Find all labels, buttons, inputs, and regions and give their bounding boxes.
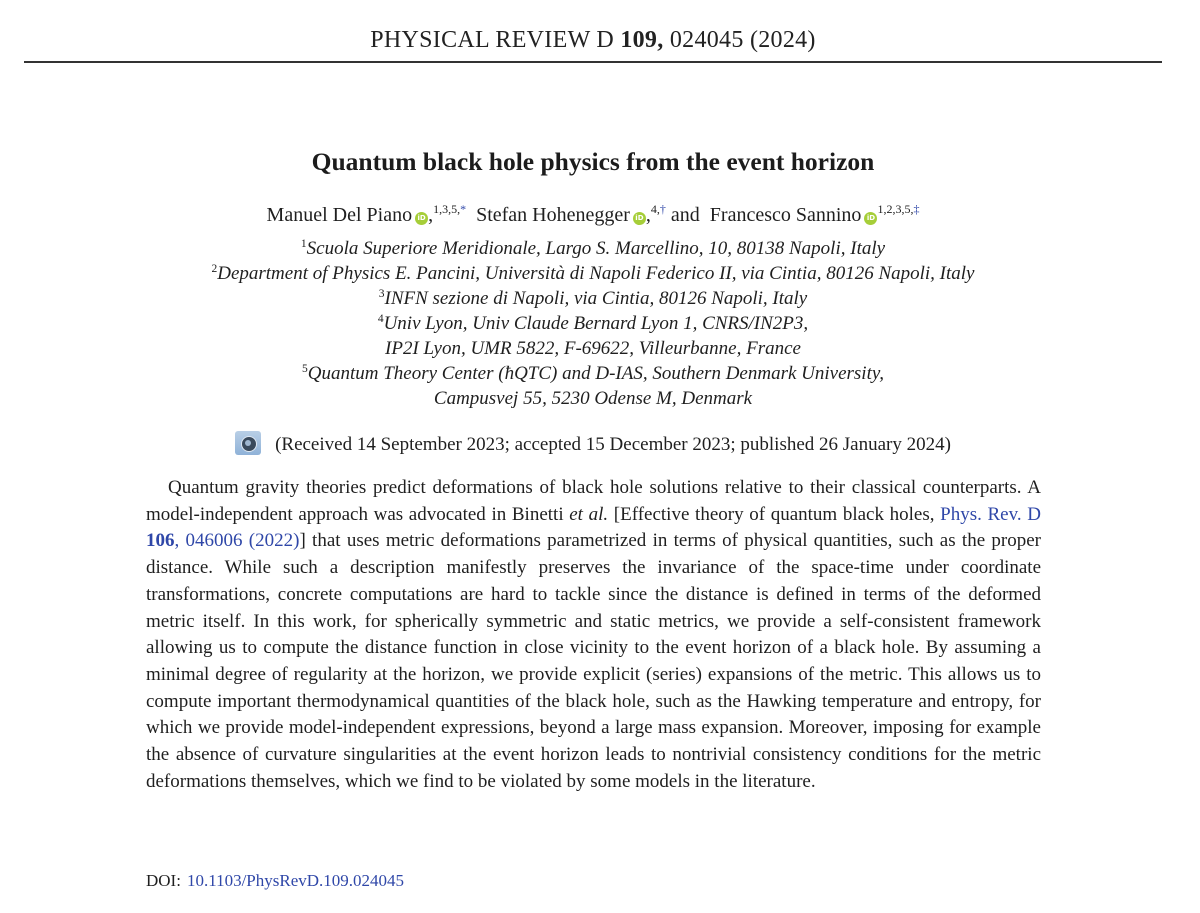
- doi-label: DOI:: [146, 871, 181, 890]
- journal-header: [0, 27, 1186, 54]
- author-name[interactable]: Stefan Hohenegger: [476, 204, 630, 226]
- journal-volume: 109,: [620, 27, 664, 53]
- author-affiliation-marks: 1,3,5,*: [433, 202, 467, 216]
- affiliation-line: $^5$Quantum Theory Center (ħQTC) and D-IAS, Southern Denmark University,: [301, 363, 884, 384]
- article-number-year: 024045 (2024): [669, 27, 816, 53]
- doi-link[interactable]: 10.1103/PhysRevD.109.024045: [186, 871, 405, 890]
- footnote-mark[interactable]: ‡: [913, 202, 920, 216]
- author-list: Manuel Del Piano iD ,$^{1,3,5,*}$ Stefan Hohenegger iD ,$^{4,\dagger}$ and Francesco Sannino iD$^{1,2,3,5,\ddagger}$: [266, 202, 920, 226]
- affiliation-line: $^3$INFN sezione di Napoli, via Cintia, 80126 Napoli, Italy: [378, 288, 808, 309]
- header-rule: [24, 61, 1162, 63]
- orcid-icon[interactable]: iD: [864, 212, 877, 225]
- journal-name: PHYSICAL REVIEW D: [370, 27, 615, 53]
- affiliation-line: $^4$Univ Lyon, Univ Claude Bernard Lyon 1, CNRS/IN2P3,: [377, 313, 809, 334]
- orcid-icon[interactable]: iD: [633, 212, 646, 225]
- footnote-mark[interactable]: *: [460, 202, 467, 216]
- paper-title: Quantum black hole physics from the event horizon: [311, 147, 875, 176]
- author-name[interactable]: Francesco Sannino: [709, 204, 862, 226]
- footnote-mark[interactable]: †: [659, 202, 666, 216]
- abstract: [146, 475, 1041, 795]
- affiliation-line: IP2I Lyon, UMR 5822, F-69622, Villeurbanne, France: [385, 338, 801, 359]
- author-name[interactable]: Manuel Del Piano: [266, 204, 413, 226]
- author-affiliation-marks: 4,†: [650, 202, 666, 216]
- received-dates: (Received 14 September 2023; accepted 15 December 2023; published 26 January 2024): [275, 434, 951, 455]
- doi-line: [146, 871, 404, 891]
- publication-history: [0, 431, 1186, 456]
- author-affiliation-marks: 1,2,3,5,‡: [877, 202, 920, 216]
- orcid-icon[interactable]: iD: [415, 212, 428, 225]
- reference-link[interactable]: Phys. Rev. D 106, 046006 (2022): [146, 503, 1041, 552]
- affiliation-line: Campusvej 55, 5230 Odense M, Denmark: [433, 388, 753, 409]
- abstract-paragraph: Quantum gravity theories predict deformations of black hole solutions relative to their classical counterparts. A model-independent approach was advocated in Binetti et al. [Effective theory of quantum black holes, Phys. Rev. D 106, 046006 (2022)] that uses metric deformations parametrized in terms of physical quantities, such as the proper distance. While such a description manifestly preserves the invariance of the space-time under coordinate transformations, concrete computations are hard to tackle since the distance is defined in terms of the deformed metric itself. In this work, for spherically symmetric and static metrics, we provide a self-consistent framework allowing us to compute the distance function in close vicinity to the event horizon of a black hole. By assuming a minimal degree of regularity at the horizon, we provide explicit (series) expansions of the metric. This allows us to compute important thermodynamical quantities of the black hole, such as the Hawking temperature and entropy, for which we provide model-independent expressions, beyond a large mass expansion. Moreover, imposing for example the absence of curvature singularities at the event horizon leads to nontrivial consistency conditions for the metric deformations themselves, which we find to be violated by some models in the literature.: [146, 477, 1041, 792]
- affiliations: [0, 236, 1186, 411]
- affiliation-line: $^2$Department of Physics E. Pancini, Università di Napoli Federico II, via Cintia, 80126 Napoli, Italy: [211, 263, 975, 284]
- crossmark-icon[interactable]: [235, 431, 261, 455]
- affiliation-line: $^1$Scuola Superiore Meridionale, Largo S. Marcellino, 10, 80138 Napoli, Italy: [300, 238, 886, 259]
